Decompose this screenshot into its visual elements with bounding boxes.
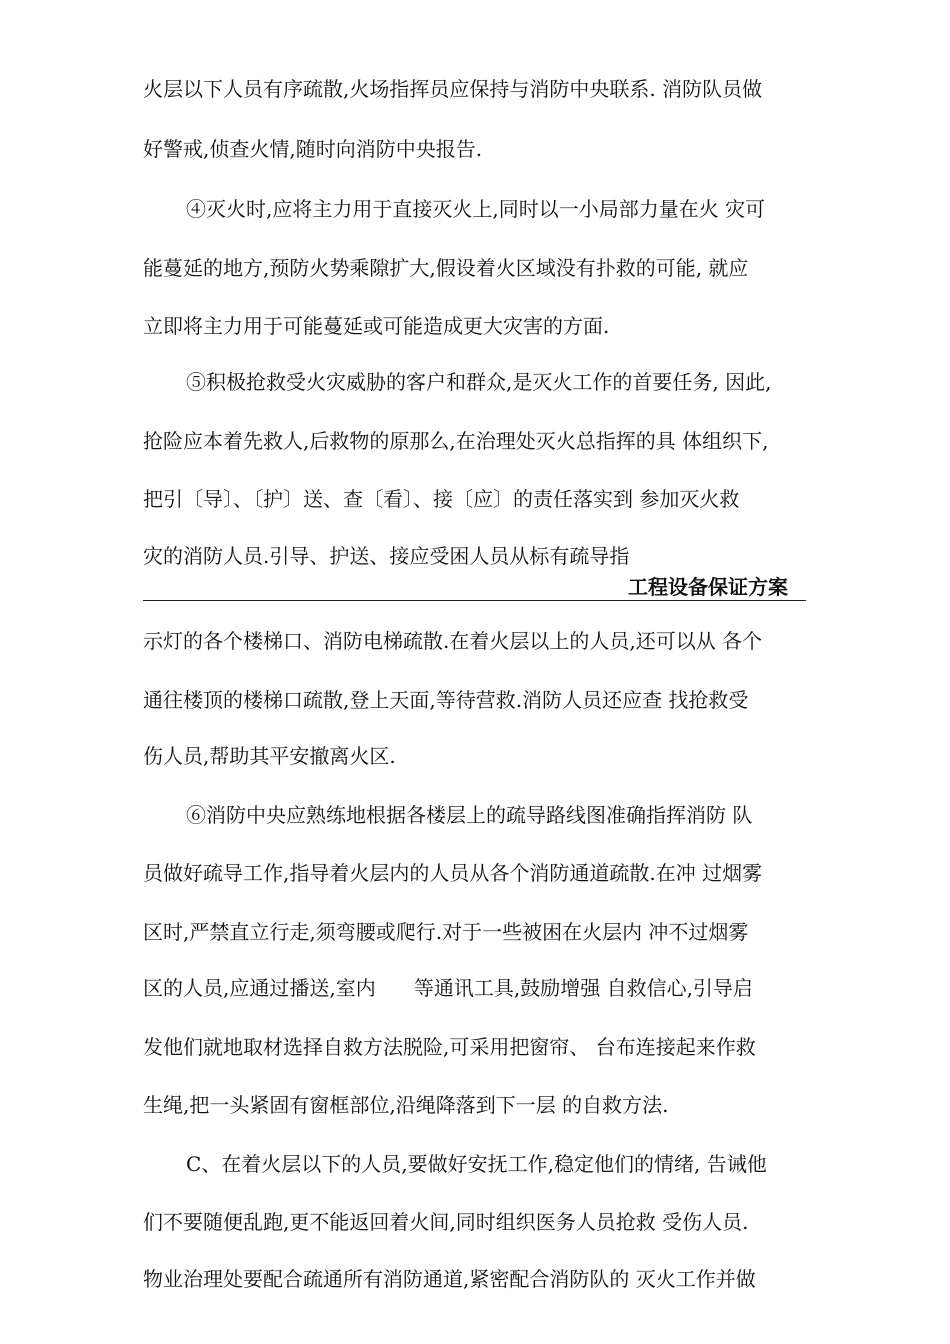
text-line: ⑥消防中央应熟练地根据各楼层上的疏导路线图准确指挥消防 队 [186,803,753,827]
text-line: 们不要随便乱跑,更不能返回着火间,同时组织医务人员抢救 受伤人员. [143,1210,749,1234]
text-line: C、在着火层以下的人员,要做好安抚工作,稳定他们的情绪, 告诫他 [186,1152,767,1176]
text-line: 能蔓延的地方,预防火势乘隙扩大,假设着火区域没有扑救的可能, 就应 [143,256,749,280]
text-line: 灾的消防人员.引导、护送、接应受困人员从标有疏导指 [143,544,630,568]
text-line: 员做好疏导工作,指导着火层内的人员从各个消防通道疏散.在冲 过烟雾 [143,861,763,885]
text-line: 区的人员,应通过播送,室内 等通讯工具,鼓励增强 自救信心,引导启 [143,976,753,1000]
page-header: 工程设备保证方案 [628,575,788,599]
text-line: 伤人员,帮助其平安撤离火区. [143,744,396,768]
text-line: 通往楼顶的楼梯口疏散,登上天面,等待营救.消防人员还应查 找抢救受 [143,688,749,712]
text-line: 好警戒,侦查火情,随时向消防中央报告. [143,137,483,161]
text-line: 立即将主力用于可能蔓延或可能造成更大灾害的方面. [143,314,610,338]
text-line: 火层以下人员有序疏散,火场指挥员应保持与消防中央联系. 消防队员做 [143,77,763,101]
text-line: 区时,严禁直立行走,须弯腰或爬行.对于一些被困在火层内 冲不过烟雾 [143,920,749,944]
text-line: 物业治理处要配合疏通所有消防通道,紧密配合消防队的 灭火工作并做 [143,1267,756,1291]
text-line: 发他们就地取材选择自救方法脱险,可采用把窗帘、 台布连接起来作救 [143,1035,756,1059]
header-rule [143,600,806,601]
text-line: 把引〔导〕、〔护〕送、查〔看〕、接〔应〕的责任落实到 参加灭火救 [143,487,740,511]
text-line: ④灭火时,应将主力用于直接灭火上,同时以一小局部力量在火 灾可 [186,197,766,221]
text-line: 生绳,把一头紧固有窗框部位,沿绳降落到下一层 的自救方法. [143,1093,669,1117]
text-line: ⑤积极抢救受火灾威胁的客户和群众,是灭火工作的首要任务, 因此, [186,370,772,394]
text-line: 示灯的各个楼梯口、消防电梯疏散.在着火层以上的人员,还可以从 各个 [143,629,763,653]
text-line: 抢险应本着先救人,后救物的原那么,在治理处灭火总指挥的具 体组织下, [143,429,769,453]
